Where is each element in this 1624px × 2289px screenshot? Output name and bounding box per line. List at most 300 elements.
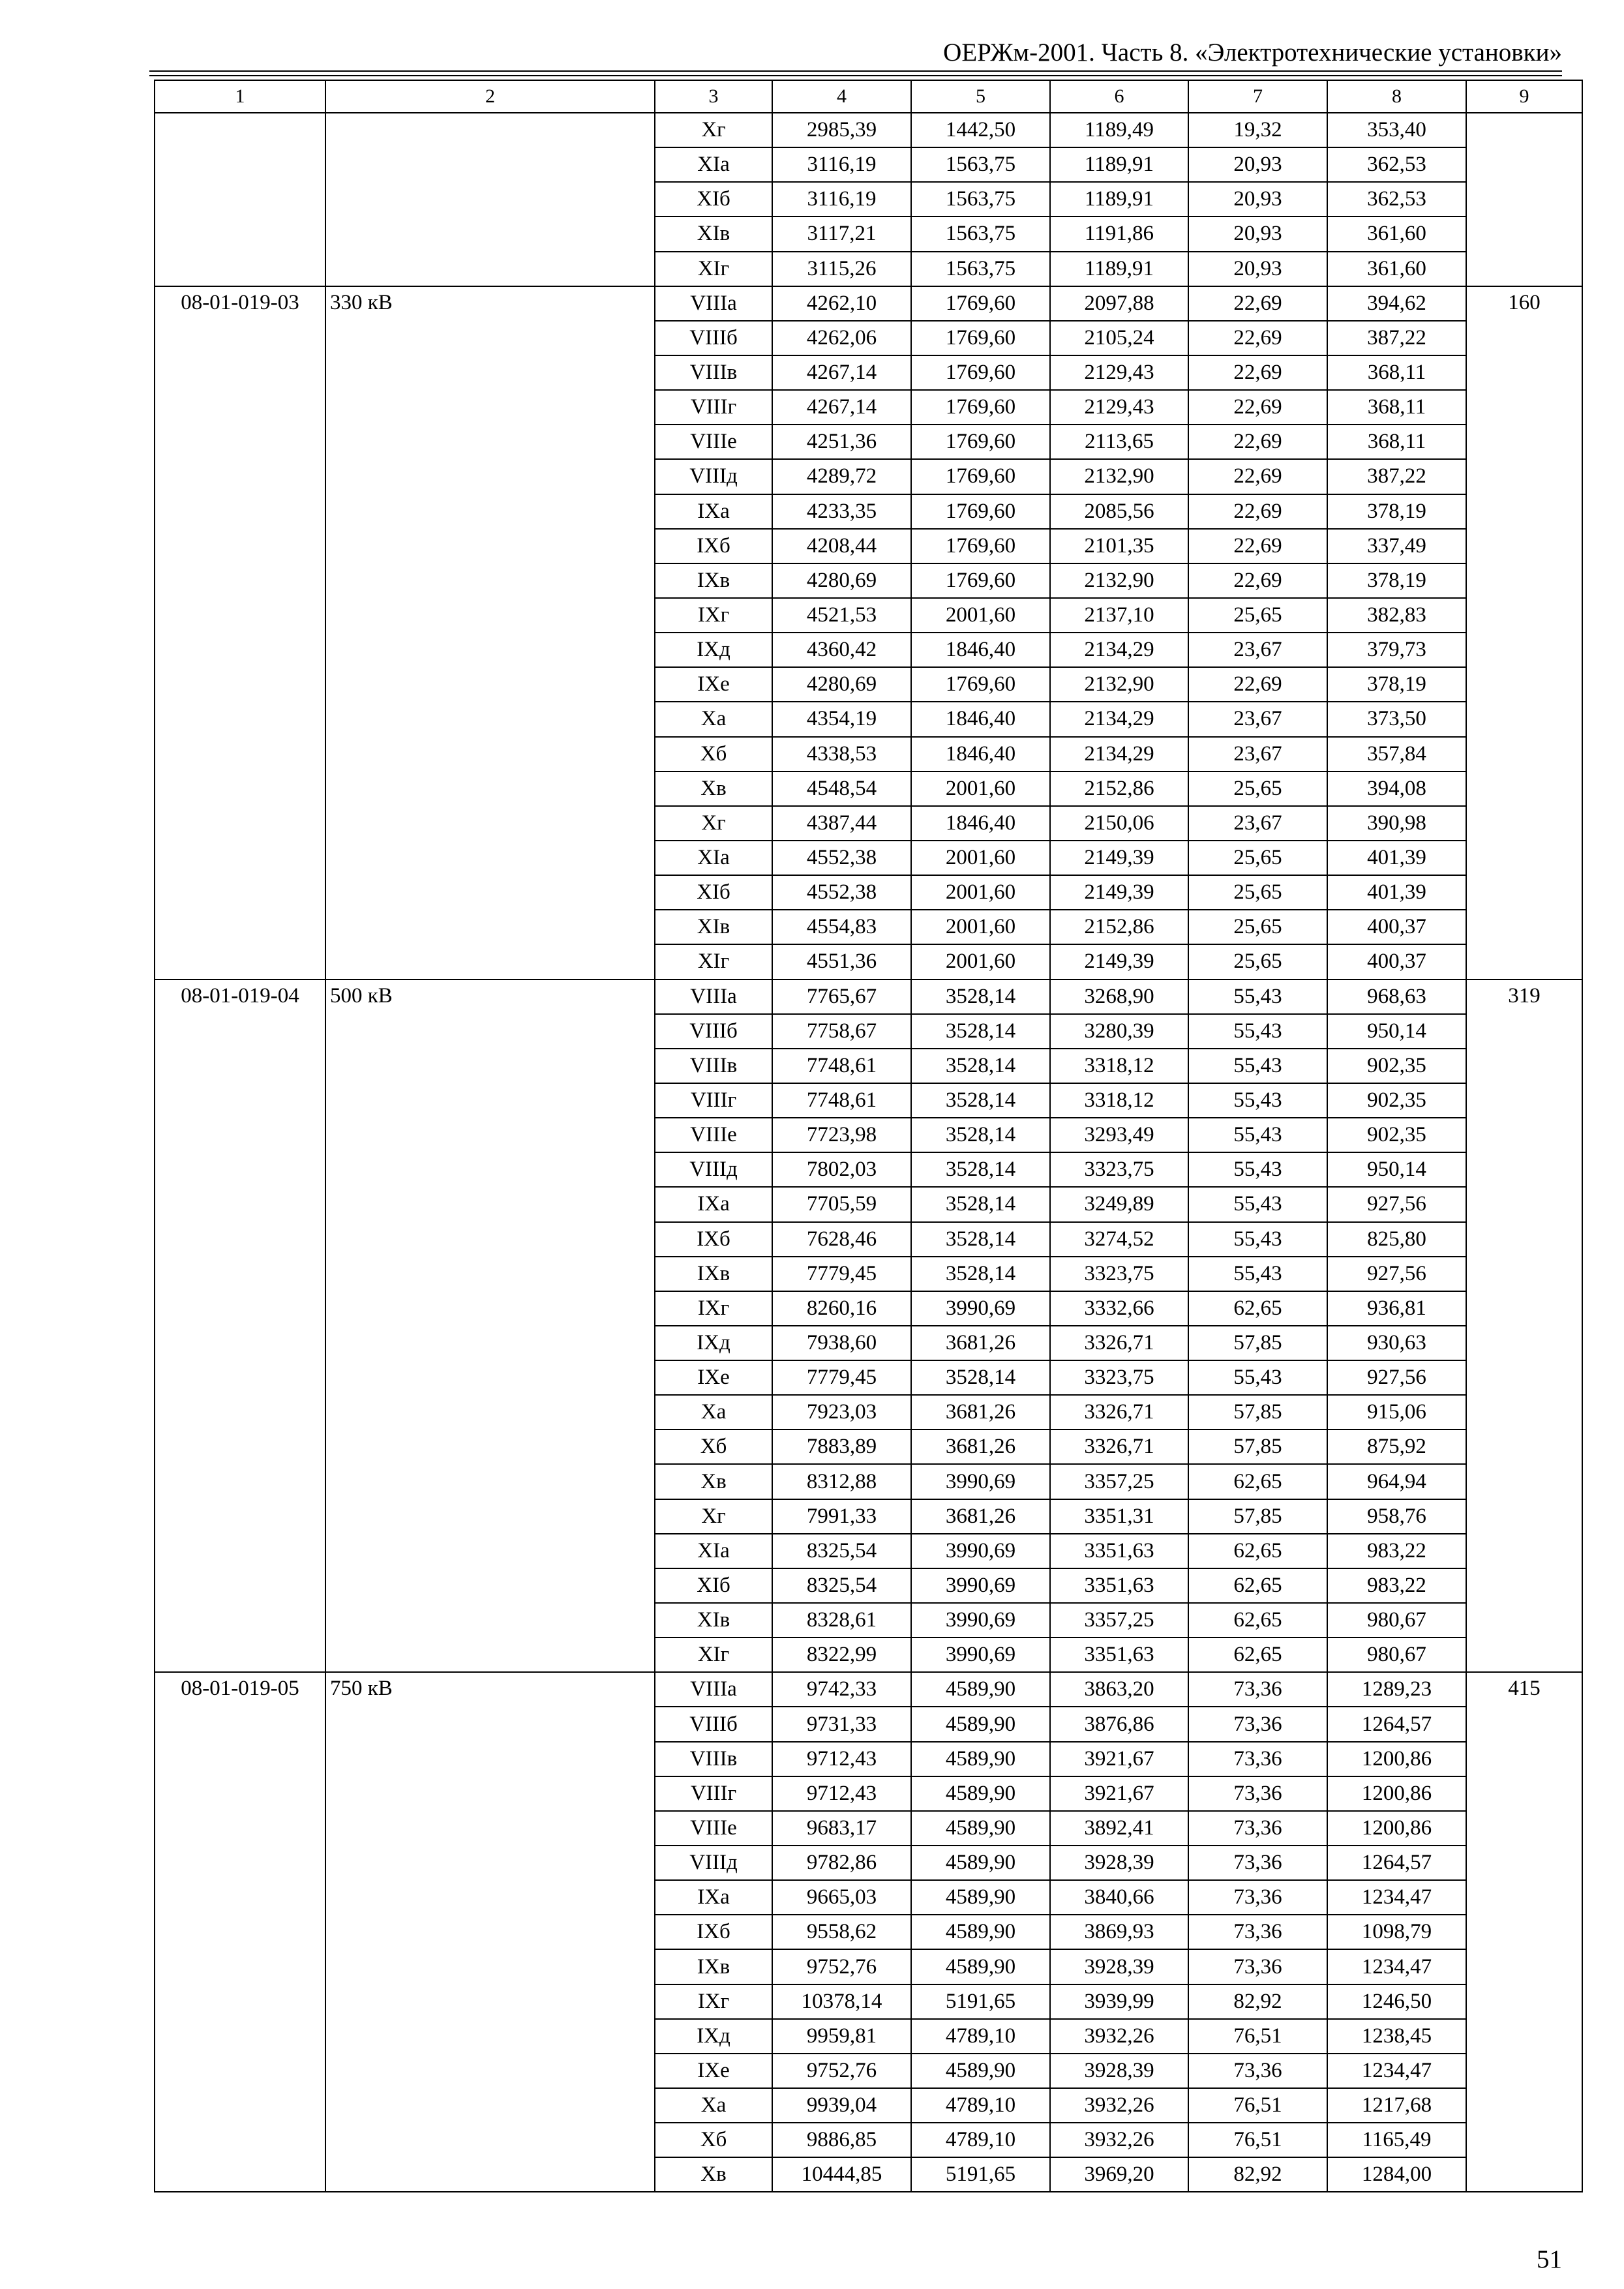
value-cell-col4: 3117,21: [772, 217, 911, 251]
value-cell-col7: 20,93: [1188, 252, 1327, 286]
value-cell-col6: 2132,90: [1050, 667, 1188, 702]
value-cell-col5: 2001,60: [911, 598, 1050, 633]
value-cell-col6: 3326,71: [1050, 1429, 1188, 1464]
value-cell-col4: 4262,06: [772, 321, 911, 355]
value-cell-col6: 3323,75: [1050, 1152, 1188, 1187]
value-cell-col6: 3932,26: [1050, 2123, 1188, 2157]
value-cell-col8: 927,56: [1327, 1257, 1466, 1291]
region-cell: Xа: [655, 702, 772, 736]
value-cell-col6: 3357,25: [1050, 1603, 1188, 1638]
value-cell-col4: 7705,59: [772, 1187, 911, 1221]
value-cell-col4: 8312,88: [772, 1464, 911, 1499]
region-cell: VIIIб: [655, 1014, 772, 1049]
value-cell-col5: 1563,75: [911, 217, 1050, 251]
value-cell-col6: 3921,67: [1050, 1776, 1188, 1811]
value-cell-col8: 378,19: [1327, 494, 1466, 529]
value-cell-col6: 3351,63: [1050, 1534, 1188, 1568]
value-cell-col5: 1769,60: [911, 494, 1050, 529]
value-cell-col6: 3268,90: [1050, 980, 1188, 1014]
value-cell-col6: 2134,29: [1050, 702, 1188, 736]
region-cell: Xв: [655, 1464, 772, 1499]
value-cell-col6: 3921,67: [1050, 1742, 1188, 1776]
column-header-1: 1: [155, 80, 325, 113]
value-cell-col4: 9558,62: [772, 1915, 911, 1949]
region-cell: XIг: [655, 1638, 772, 1672]
region-cell: XIа: [655, 147, 772, 182]
value-cell-col7: 57,85: [1188, 1499, 1327, 1534]
value-cell-col6: 3928,39: [1050, 1949, 1188, 1984]
value-cell-col8: 401,39: [1327, 875, 1466, 910]
value-cell-col4: 4554,83: [772, 910, 911, 944]
value-cell-col7: 55,43: [1188, 1118, 1327, 1152]
value-cell-col4: 10444,85: [772, 2157, 911, 2192]
value-cell-col5: 3990,69: [911, 1603, 1050, 1638]
value-cell-col5: 3681,26: [911, 1429, 1050, 1464]
value-cell-col7: 55,43: [1188, 1014, 1327, 1049]
value-cell-col5: 1769,60: [911, 286, 1050, 321]
value-cell-col5: 4589,90: [911, 1776, 1050, 1811]
value-cell-col6: 3892,41: [1050, 1811, 1188, 1846]
value-cell-col7: 57,85: [1188, 1429, 1327, 1464]
value-cell-col8: 387,22: [1327, 321, 1466, 355]
value-cell-col5: 1769,60: [911, 563, 1050, 598]
value-cell-col7: 20,93: [1188, 147, 1327, 182]
column-header-2: 2: [325, 80, 655, 113]
voltage-cell: 500 кВ: [325, 980, 655, 1673]
value-cell-col4: 3116,19: [772, 147, 911, 182]
value-cell-col7: 55,43: [1188, 1187, 1327, 1221]
value-cell-col5: 1769,60: [911, 459, 1050, 494]
value-cell-col8: 378,19: [1327, 563, 1466, 598]
region-cell: IXе: [655, 2054, 772, 2088]
value-cell-col4: 7779,45: [772, 1257, 911, 1291]
value-cell-col8: 400,37: [1327, 910, 1466, 944]
value-cell-col5: 1769,60: [911, 390, 1050, 425]
document-header-title: ОЕРЖм-2001. Часть 8. «Электротехнические установки»: [943, 38, 1562, 67]
value-cell-col7: 20,93: [1188, 217, 1327, 251]
value-cell-col8: 983,22: [1327, 1568, 1466, 1603]
value-cell-col8: 394,08: [1327, 771, 1466, 806]
rates-table: [154, 80, 1583, 2192]
value-cell-col6: 3326,71: [1050, 1395, 1188, 1429]
region-cell: Xг: [655, 806, 772, 841]
region-cell: IXа: [655, 1187, 772, 1221]
value-cell-col7: 73,36: [1188, 1672, 1327, 1707]
value-cell-col4: 7723,98: [772, 1118, 911, 1152]
region-cell: XIа: [655, 1534, 772, 1568]
value-cell-col7: 25,65: [1188, 944, 1327, 979]
value-cell-col8: 1165,49: [1327, 2123, 1466, 2157]
value-cell-col8: 902,35: [1327, 1049, 1466, 1083]
value-cell-col7: 22,69: [1188, 425, 1327, 459]
value-cell-col4: 2985,39: [772, 113, 911, 147]
value-cell-col4: 4552,38: [772, 875, 911, 910]
value-cell-col8: 378,19: [1327, 667, 1466, 702]
value-cell-col6: 3323,75: [1050, 1257, 1188, 1291]
value-cell-col5: 1563,75: [911, 147, 1050, 182]
column-9-cell: [1466, 113, 1582, 286]
value-cell-col5: 3528,14: [911, 1257, 1050, 1291]
value-cell-col7: 22,69: [1188, 355, 1327, 390]
value-cell-col7: 76,51: [1188, 2088, 1327, 2123]
value-cell-col4: 9683,17: [772, 1811, 911, 1846]
value-cell-col5: 1769,60: [911, 321, 1050, 355]
column-header-8: 8: [1327, 80, 1466, 113]
region-cell: IXе: [655, 667, 772, 702]
value-cell-col4: 8325,54: [772, 1568, 911, 1603]
region-cell: IXа: [655, 1880, 772, 1915]
value-cell-col4: 4267,14: [772, 390, 911, 425]
value-cell-col4: 4280,69: [772, 563, 911, 598]
value-cell-col6: 3274,52: [1050, 1222, 1188, 1257]
value-cell-col7: 20,93: [1188, 182, 1327, 217]
value-cell-col4: 9665,03: [772, 1880, 911, 1915]
value-cell-col6: 3323,75: [1050, 1360, 1188, 1395]
value-cell-col5: 3990,69: [911, 1568, 1050, 1603]
value-cell-col7: 19,32: [1188, 113, 1327, 147]
value-cell-col4: 4360,42: [772, 633, 911, 667]
value-cell-col8: 361,60: [1327, 252, 1466, 286]
value-cell-col8: 902,35: [1327, 1118, 1466, 1152]
region-cell: Xв: [655, 771, 772, 806]
value-cell-col5: 4789,10: [911, 2123, 1050, 2157]
region-cell: XIб: [655, 1568, 772, 1603]
value-cell-col6: 3939,99: [1050, 1984, 1188, 2019]
value-cell-col5: 1769,60: [911, 355, 1050, 390]
region-cell: Xб: [655, 2123, 772, 2157]
value-cell-col5: 2001,60: [911, 841, 1050, 875]
value-cell-col8: 927,56: [1327, 1360, 1466, 1395]
value-cell-col8: 368,11: [1327, 355, 1466, 390]
voltage-cell: 750 кВ: [325, 1672, 655, 2192]
region-cell: VIIIд: [655, 1152, 772, 1187]
header-rule: [149, 70, 1562, 72]
value-cell-col5: 2001,60: [911, 944, 1050, 979]
value-cell-col7: 73,36: [1188, 1776, 1327, 1811]
value-cell-col4: 9752,76: [772, 2054, 911, 2088]
value-cell-col6: 2134,29: [1050, 737, 1188, 771]
region-cell: VIIIе: [655, 1118, 772, 1152]
value-cell-col4: 9712,43: [772, 1742, 911, 1776]
value-cell-col8: 1234,47: [1327, 1880, 1466, 1915]
region-cell: IXв: [655, 1949, 772, 1984]
value-cell-col8: 1234,47: [1327, 1949, 1466, 1984]
value-cell-col4: 7765,67: [772, 980, 911, 1014]
rate-code-cell: 08-01-019-03: [155, 286, 325, 980]
region-cell: IXб: [655, 529, 772, 563]
value-cell-col5: 4589,90: [911, 2054, 1050, 2088]
column-header-6: 6: [1050, 80, 1188, 113]
value-cell-col5: 3528,14: [911, 1187, 1050, 1221]
value-cell-col7: 55,43: [1188, 1152, 1327, 1187]
voltage-cell: 330 кВ: [325, 286, 655, 980]
value-cell-col5: 3528,14: [911, 1014, 1050, 1049]
voltage-cell: [325, 113, 655, 286]
value-cell-col8: 964,94: [1327, 1464, 1466, 1499]
value-cell-col5: 3681,26: [911, 1499, 1050, 1534]
value-cell-col6: 2134,29: [1050, 633, 1188, 667]
value-cell-col5: 3528,14: [911, 1049, 1050, 1083]
region-cell: VIIIв: [655, 1049, 772, 1083]
value-cell-col8: 368,11: [1327, 425, 1466, 459]
value-cell-col7: 73,36: [1188, 1846, 1327, 1880]
value-cell-col4: 7991,33: [772, 1499, 911, 1534]
region-cell: VIIIе: [655, 425, 772, 459]
value-cell-col8: 379,73: [1327, 633, 1466, 667]
value-cell-col4: 7883,89: [772, 1429, 911, 1464]
region-cell: IXд: [655, 633, 772, 667]
value-cell-col7: 73,36: [1188, 1880, 1327, 1915]
value-cell-col7: 57,85: [1188, 1395, 1327, 1429]
table-row: [155, 980, 1582, 1014]
value-cell-col4: 7802,03: [772, 1152, 911, 1187]
column-9-cell: 160: [1466, 286, 1582, 980]
value-cell-col4: 7938,60: [772, 1326, 911, 1360]
region-cell: VIIIг: [655, 1083, 772, 1118]
value-cell-col7: 55,43: [1188, 1222, 1327, 1257]
value-cell-col7: 57,85: [1188, 1326, 1327, 1360]
value-cell-col8: 401,39: [1327, 841, 1466, 875]
value-cell-col8: 361,60: [1327, 217, 1466, 251]
value-cell-col4: 7748,61: [772, 1049, 911, 1083]
value-cell-col5: 2001,60: [911, 771, 1050, 806]
value-cell-col5: 3990,69: [911, 1534, 1050, 1568]
value-cell-col7: 25,65: [1188, 598, 1327, 633]
value-cell-col7: 22,69: [1188, 286, 1327, 321]
region-cell: VIIIа: [655, 286, 772, 321]
value-cell-col4: 8322,99: [772, 1638, 911, 1672]
value-cell-col6: 3332,66: [1050, 1291, 1188, 1326]
region-cell: XIб: [655, 182, 772, 217]
region-cell: VIIIг: [655, 390, 772, 425]
value-cell-col7: 55,43: [1188, 1257, 1327, 1291]
value-cell-col4: 10378,14: [772, 1984, 911, 2019]
value-cell-col8: 362,53: [1327, 182, 1466, 217]
header-rule: [149, 75, 1562, 76]
column-header-9: 9: [1466, 80, 1582, 113]
region-cell: XIв: [655, 910, 772, 944]
region-cell: XIб: [655, 875, 772, 910]
value-cell-col5: 4589,90: [911, 1949, 1050, 1984]
region-cell: VIIIв: [655, 355, 772, 390]
value-cell-col5: 4789,10: [911, 2088, 1050, 2123]
value-cell-col8: 1217,68: [1327, 2088, 1466, 2123]
value-cell-col4: 7758,67: [772, 1014, 911, 1049]
value-cell-col7: 22,69: [1188, 321, 1327, 355]
region-cell: IXв: [655, 1257, 772, 1291]
region-cell: IXд: [655, 2019, 772, 2054]
table-row: [155, 286, 1582, 321]
value-cell-col8: 394,62: [1327, 286, 1466, 321]
value-cell-col6: 2132,90: [1050, 563, 1188, 598]
value-cell-col6: 2150,06: [1050, 806, 1188, 841]
value-cell-col7: 25,65: [1188, 910, 1327, 944]
region-cell: XIг: [655, 944, 772, 979]
value-cell-col5: 1442,50: [911, 113, 1050, 147]
value-cell-col7: 22,69: [1188, 563, 1327, 598]
value-cell-col8: 950,14: [1327, 1014, 1466, 1049]
value-cell-col7: 73,36: [1188, 1707, 1327, 1741]
value-cell-col8: 1098,79: [1327, 1915, 1466, 1949]
value-cell-col5: 3528,14: [911, 1083, 1050, 1118]
value-cell-col7: 73,36: [1188, 2054, 1327, 2088]
value-cell-col5: 5191,65: [911, 1984, 1050, 2019]
value-cell-col7: 22,69: [1188, 667, 1327, 702]
value-cell-col4: 9731,33: [772, 1707, 911, 1741]
value-cell-col7: 62,65: [1188, 1464, 1327, 1499]
column-number-row: [155, 80, 1582, 113]
value-cell-col8: 1234,47: [1327, 2054, 1466, 2088]
value-cell-col7: 23,67: [1188, 806, 1327, 841]
value-cell-col7: 73,36: [1188, 1915, 1327, 1949]
value-cell-col7: 62,65: [1188, 1291, 1327, 1326]
value-cell-col6: 2137,10: [1050, 598, 1188, 633]
value-cell-col4: 4552,38: [772, 841, 911, 875]
value-cell-col5: 4589,90: [911, 1846, 1050, 1880]
value-cell-col4: 4262,10: [772, 286, 911, 321]
value-cell-col5: 1563,75: [911, 182, 1050, 217]
value-cell-col4: 4354,19: [772, 702, 911, 736]
value-cell-col8: 980,67: [1327, 1603, 1466, 1638]
region-cell: XIв: [655, 1603, 772, 1638]
value-cell-col7: 82,92: [1188, 1984, 1327, 2019]
value-cell-col7: 22,69: [1188, 459, 1327, 494]
value-cell-col7: 25,65: [1188, 841, 1327, 875]
value-cell-col6: 2113,65: [1050, 425, 1188, 459]
value-cell-col6: 3318,12: [1050, 1049, 1188, 1083]
value-cell-col8: 1200,86: [1327, 1776, 1466, 1811]
value-cell-col5: 4589,90: [911, 1707, 1050, 1741]
value-cell-col4: 4338,53: [772, 737, 911, 771]
rate-code-cell: 08-01-019-05: [155, 1672, 325, 2192]
column-header-7: 7: [1188, 80, 1327, 113]
value-cell-col5: 4589,90: [911, 1915, 1050, 1949]
value-cell-col6: 2149,39: [1050, 944, 1188, 979]
value-cell-col4: 7779,45: [772, 1360, 911, 1395]
region-cell: Xб: [655, 1429, 772, 1464]
region-cell: VIIIе: [655, 1811, 772, 1846]
value-cell-col4: 4387,44: [772, 806, 911, 841]
value-cell-col6: 2132,90: [1050, 459, 1188, 494]
value-cell-col6: 3326,71: [1050, 1326, 1188, 1360]
value-cell-col6: 3969,20: [1050, 2157, 1188, 2192]
region-cell: Xб: [655, 737, 772, 771]
value-cell-col7: 73,36: [1188, 1811, 1327, 1846]
value-cell-col5: 3681,26: [911, 1326, 1050, 1360]
value-cell-col7: 62,65: [1188, 1534, 1327, 1568]
region-cell: IXг: [655, 1291, 772, 1326]
region-cell: XIв: [655, 217, 772, 251]
value-cell-col6: 2152,86: [1050, 771, 1188, 806]
value-cell-col7: 62,65: [1188, 1603, 1327, 1638]
column-header-4: 4: [772, 80, 911, 113]
value-cell-col7: 76,51: [1188, 2019, 1327, 2054]
region-cell: IXб: [655, 1222, 772, 1257]
value-cell-col6: 3293,49: [1050, 1118, 1188, 1152]
table-header: [155, 80, 1582, 113]
value-cell-col5: 4789,10: [911, 2019, 1050, 2054]
value-cell-col8: 362,53: [1327, 147, 1466, 182]
value-cell-col8: 353,40: [1327, 113, 1466, 147]
value-cell-col6: 1189,91: [1050, 252, 1188, 286]
value-cell-col5: 3681,26: [911, 1395, 1050, 1429]
value-cell-col7: 23,67: [1188, 737, 1327, 771]
value-cell-col4: 4548,54: [772, 771, 911, 806]
value-cell-col6: 3928,39: [1050, 1846, 1188, 1880]
region-cell: VIIIв: [655, 1742, 772, 1776]
value-cell-col8: 400,37: [1327, 944, 1466, 979]
rate-code-cell: [155, 113, 325, 286]
value-cell-col7: 22,69: [1188, 529, 1327, 563]
value-cell-col7: 23,67: [1188, 633, 1327, 667]
value-cell-col4: 9752,76: [772, 1949, 911, 1984]
value-cell-col5: 4589,90: [911, 1811, 1050, 1846]
region-cell: IXд: [655, 1326, 772, 1360]
value-cell-col4: 3116,19: [772, 182, 911, 217]
region-cell: Xг: [655, 113, 772, 147]
value-cell-col7: 25,65: [1188, 771, 1327, 806]
value-cell-col6: 3932,26: [1050, 2019, 1188, 2054]
value-cell-col8: 968,63: [1327, 980, 1466, 1014]
value-cell-col6: 2149,39: [1050, 875, 1188, 910]
region-cell: XIа: [655, 841, 772, 875]
region-cell: VIIIа: [655, 1672, 772, 1707]
region-cell: Xг: [655, 1499, 772, 1534]
value-cell-col8: 373,50: [1327, 702, 1466, 736]
value-cell-col6: 3869,93: [1050, 1915, 1188, 1949]
value-cell-col5: 3528,14: [911, 1360, 1050, 1395]
value-cell-col7: 22,69: [1188, 494, 1327, 529]
value-cell-col6: 2152,86: [1050, 910, 1188, 944]
region-cell: VIIIд: [655, 459, 772, 494]
value-cell-col4: 9939,04: [772, 2088, 911, 2123]
value-cell-col7: 55,43: [1188, 1360, 1327, 1395]
value-cell-col8: 1246,50: [1327, 1984, 1466, 2019]
region-cell: Xв: [655, 2157, 772, 2192]
column-9-cell: 415: [1466, 1672, 1582, 2192]
region-cell: VIIIг: [655, 1776, 772, 1811]
value-cell-col7: 55,43: [1188, 1083, 1327, 1118]
value-cell-col8: 958,76: [1327, 1499, 1466, 1534]
value-cell-col7: 62,65: [1188, 1568, 1327, 1603]
value-cell-col8: 1284,00: [1327, 2157, 1466, 2192]
value-cell-col8: 357,84: [1327, 737, 1466, 771]
value-cell-col6: 3249,89: [1050, 1187, 1188, 1221]
value-cell-col5: 3990,69: [911, 1638, 1050, 1672]
value-cell-col4: 9782,86: [772, 1846, 911, 1880]
value-cell-col6: 1189,91: [1050, 147, 1188, 182]
table-row: [155, 1672, 1582, 1707]
column-header-3: 3: [655, 80, 772, 113]
region-cell: VIIIд: [655, 1846, 772, 1880]
region-cell: Xа: [655, 1395, 772, 1429]
region-cell: IXа: [655, 494, 772, 529]
value-cell-col4: 7923,03: [772, 1395, 911, 1429]
value-cell-col6: 2105,24: [1050, 321, 1188, 355]
value-cell-col4: 9742,33: [772, 1672, 911, 1707]
value-cell-col5: 2001,60: [911, 875, 1050, 910]
value-cell-col6: 3932,26: [1050, 2088, 1188, 2123]
rate-code-cell: 08-01-019-04: [155, 980, 325, 1673]
value-cell-col7: 73,36: [1188, 1742, 1327, 1776]
region-cell: IXг: [655, 598, 772, 633]
value-cell-col8: 983,22: [1327, 1534, 1466, 1568]
region-cell: Xа: [655, 2088, 772, 2123]
value-cell-col7: 55,43: [1188, 1049, 1327, 1083]
value-cell-col5: 1846,40: [911, 702, 1050, 736]
value-cell-col5: 4589,90: [911, 1672, 1050, 1707]
value-cell-col5: 4589,90: [911, 1880, 1050, 1915]
